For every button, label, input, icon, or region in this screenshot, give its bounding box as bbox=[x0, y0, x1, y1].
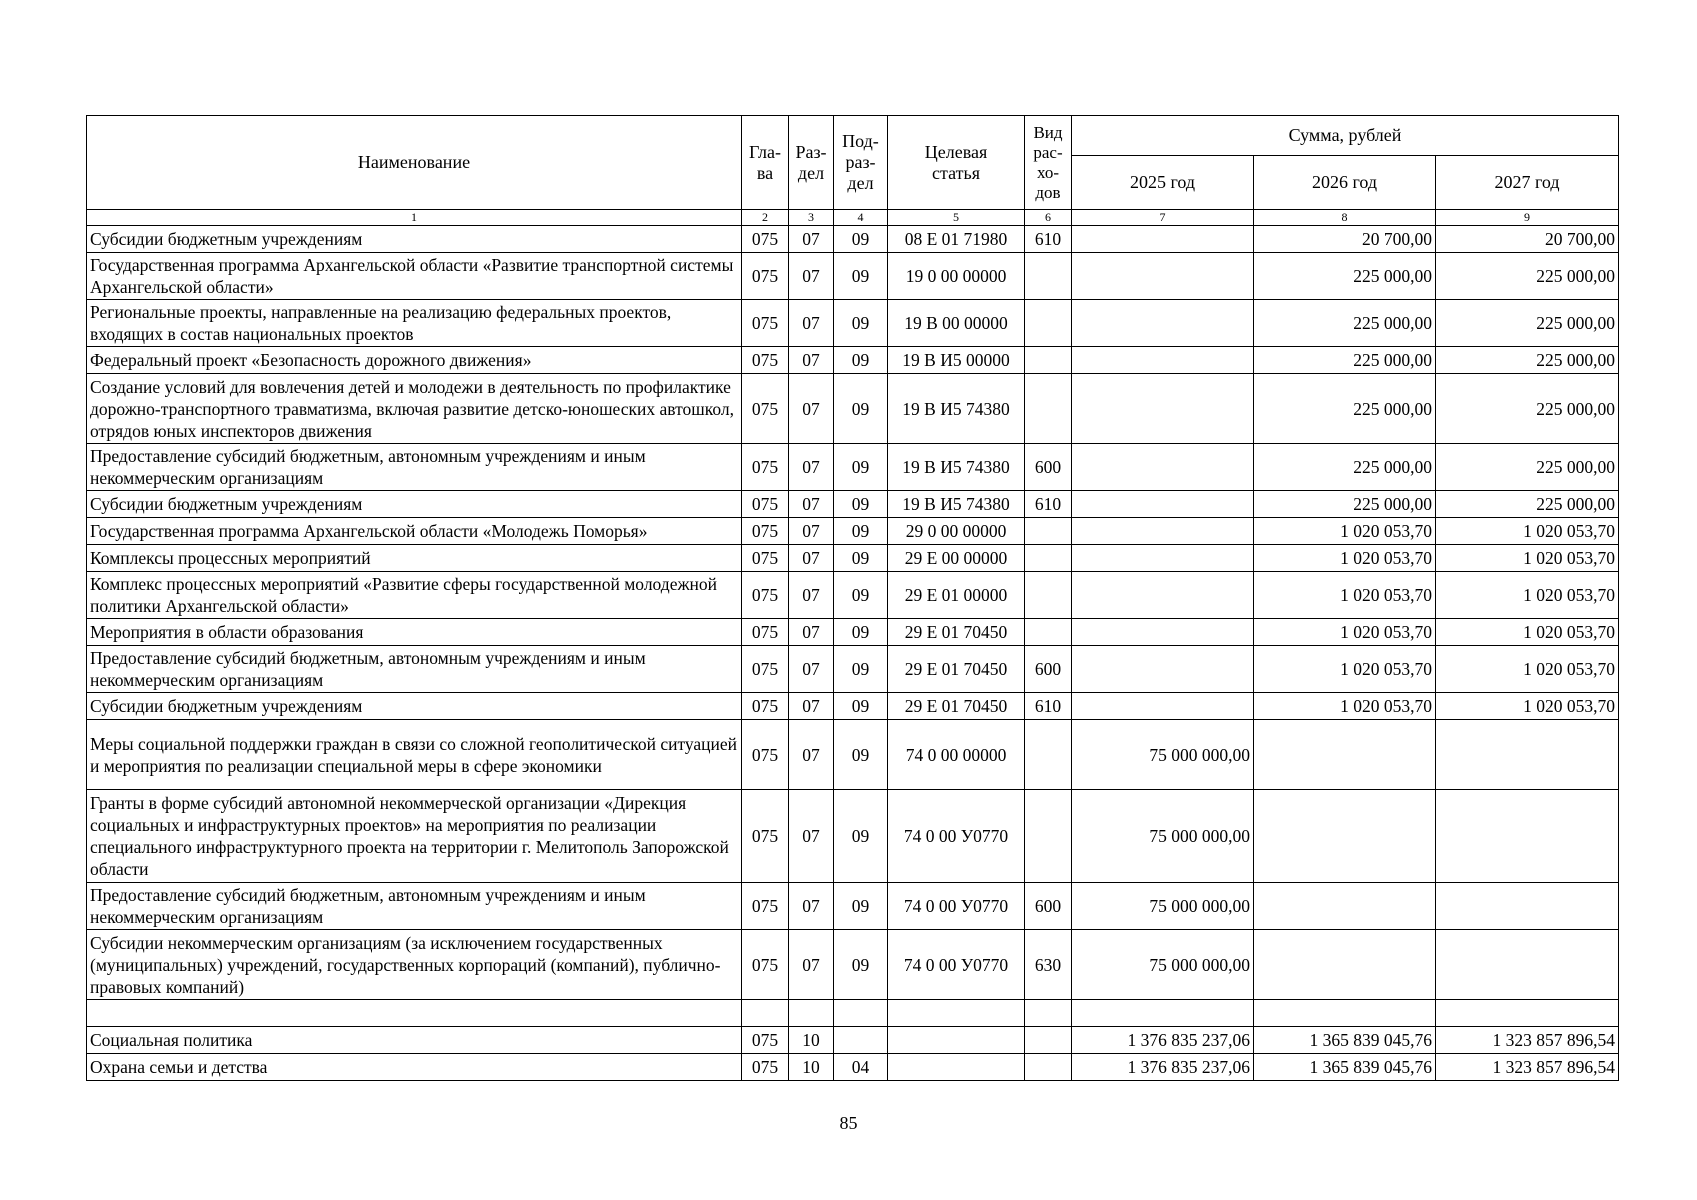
cell-sum-2025 bbox=[1072, 347, 1254, 374]
cell-vid: 600 bbox=[1025, 883, 1072, 930]
cell-celevaya bbox=[888, 1000, 1025, 1027]
cell-sum-2026 bbox=[1254, 720, 1436, 790]
cell-name: Комплекс процессных мероприятий «Развитие сферы государственной молодежной политики Архангельской области» bbox=[87, 572, 742, 619]
cell-razdel: 07 bbox=[789, 545, 834, 572]
cell-celevaya: 29 Е 01 70450 bbox=[888, 693, 1025, 720]
table-row bbox=[87, 491, 1619, 518]
cell-sum-2027: 1 020 053,70 bbox=[1436, 693, 1619, 720]
cell-celevaya: 19 В И5 74380 bbox=[888, 444, 1025, 491]
cell-sum-2025 bbox=[1072, 646, 1254, 693]
cell-vid bbox=[1025, 1054, 1072, 1081]
cell-sum-2027 bbox=[1436, 1000, 1619, 1027]
col-header-celevaya: Целевая статья bbox=[888, 116, 1025, 210]
cell-podrazdel: 09 bbox=[834, 226, 888, 253]
col-header-glava: Гла- ва bbox=[742, 116, 789, 210]
cell-name: Комплексы процессных мероприятий bbox=[87, 545, 742, 572]
cell-podrazdel: 09 bbox=[834, 300, 888, 347]
cell-razdel: 10 bbox=[789, 1054, 834, 1081]
cell-sum-2025 bbox=[1072, 619, 1254, 646]
cell-name: Государственная программа Архангельской области «Развитие транспортной системы Архангельской области» bbox=[87, 253, 742, 300]
cell-celevaya: 29 Е 00 00000 bbox=[888, 545, 1025, 572]
cell-razdel: 07 bbox=[789, 518, 834, 545]
cell-glava: 075 bbox=[742, 930, 789, 1000]
table-row bbox=[87, 572, 1619, 619]
cell-name: Субсидии некоммерческим организациям (за исключением государственных (муниципальных) учреждений, государственных корпораций (компаний), публично-правовых компаний) bbox=[87, 930, 742, 1000]
cell-celevaya: 29 0 00 00000 bbox=[888, 518, 1025, 545]
cell-sum-2025 bbox=[1072, 300, 1254, 347]
cell-sum-2027: 225 000,00 bbox=[1436, 444, 1619, 491]
cell-razdel: 07 bbox=[789, 300, 834, 347]
cell-razdel bbox=[789, 1000, 834, 1027]
cell-celevaya: 74 0 00 У0770 bbox=[888, 883, 1025, 930]
cell-razdel: 07 bbox=[789, 226, 834, 253]
cell-glava: 075 bbox=[742, 572, 789, 619]
table-row bbox=[87, 545, 1619, 572]
cell-sum-2027 bbox=[1436, 720, 1619, 790]
cell-name: Субсидии бюджетным учреждениям bbox=[87, 491, 742, 518]
cell-celevaya: 19 В И5 00000 bbox=[888, 347, 1025, 374]
column-index-cell: 9 bbox=[1436, 210, 1619, 226]
cell-glava: 075 bbox=[742, 347, 789, 374]
cell-sum-2026: 1 020 053,70 bbox=[1254, 693, 1436, 720]
cell-sum-2027: 20 700,00 bbox=[1436, 226, 1619, 253]
cell-celevaya: 08 Е 01 71980 bbox=[888, 226, 1025, 253]
cell-name: Государственная программа Архангельской области «Молодежь Поморья» bbox=[87, 518, 742, 545]
cell-vid bbox=[1025, 300, 1072, 347]
cell-sum-2026: 225 000,00 bbox=[1254, 444, 1436, 491]
cell-name: Гранты в форме субсидий автономной некоммерческой организации «Дирекция социальных и инфраструктурных проектов» на мероприятия по реализации специального инфраструктурного проекта на территории г. Мелитополь Запорожской области bbox=[87, 790, 742, 883]
cell-sum-2026: 1 020 053,70 bbox=[1254, 545, 1436, 572]
cell-celevaya: 29 Е 01 00000 bbox=[888, 572, 1025, 619]
column-index-cell: 2 bbox=[742, 210, 789, 226]
cell-podrazdel: 09 bbox=[834, 545, 888, 572]
cell-podrazdel: 09 bbox=[834, 619, 888, 646]
column-index-cell: 5 bbox=[888, 210, 1025, 226]
cell-sum-2026: 225 000,00 bbox=[1254, 491, 1436, 518]
cell-sum-2025 bbox=[1072, 374, 1254, 444]
cell-sum-2027: 1 323 857 896,54 bbox=[1436, 1027, 1619, 1054]
column-index-row bbox=[87, 210, 1619, 226]
cell-glava: 075 bbox=[742, 253, 789, 300]
cell-vid bbox=[1025, 720, 1072, 790]
cell-sum-2027 bbox=[1436, 883, 1619, 930]
cell-celevaya: 19 В 00 00000 bbox=[888, 300, 1025, 347]
cell-sum-2026: 225 000,00 bbox=[1254, 253, 1436, 300]
col-header-name: Наименование bbox=[87, 116, 742, 210]
table-row bbox=[87, 930, 1619, 1000]
cell-razdel: 07 bbox=[789, 374, 834, 444]
cell-name: Охрана семьи и детства bbox=[87, 1054, 742, 1081]
column-index-cell: 4 bbox=[834, 210, 888, 226]
cell-celevaya: 19 В И5 74380 bbox=[888, 374, 1025, 444]
cell-sum-2027: 1 020 053,70 bbox=[1436, 646, 1619, 693]
cell-vid bbox=[1025, 619, 1072, 646]
cell-sum-2026: 1 020 053,70 bbox=[1254, 619, 1436, 646]
cell-sum-2027: 1 020 053,70 bbox=[1436, 572, 1619, 619]
table-row bbox=[87, 1000, 1619, 1027]
cell-sum-2025 bbox=[1072, 226, 1254, 253]
table-row bbox=[87, 1027, 1619, 1054]
cell-name: Предоставление субсидий бюджетным, автономным учреждениям и иным некоммерческим организациям bbox=[87, 646, 742, 693]
cell-vid: 610 bbox=[1025, 693, 1072, 720]
cell-sum-2026: 1 020 053,70 bbox=[1254, 518, 1436, 545]
cell-podrazdel: 04 bbox=[834, 1054, 888, 1081]
cell-name: Субсидии бюджетным учреждениям bbox=[87, 226, 742, 253]
cell-name: Меры социальной поддержки граждан в связи со сложной геополитической ситуацией и мероприятия по реализации специальной меры в сфере экономики bbox=[87, 720, 742, 790]
cell-celevaya: 19 0 00 00000 bbox=[888, 253, 1025, 300]
cell-celevaya: 29 Е 01 70450 bbox=[888, 619, 1025, 646]
cell-sum-2026: 1 020 053,70 bbox=[1254, 572, 1436, 619]
cell-sum-2026 bbox=[1254, 883, 1436, 930]
cell-razdel: 07 bbox=[789, 253, 834, 300]
cell-vid bbox=[1025, 253, 1072, 300]
column-index-cell: 3 bbox=[789, 210, 834, 226]
cell-sum-2026: 225 000,00 bbox=[1254, 374, 1436, 444]
col-header-2026: 2026 год bbox=[1254, 156, 1436, 210]
table-row bbox=[87, 646, 1619, 693]
cell-vid: 610 bbox=[1025, 226, 1072, 253]
cell-sum-2027 bbox=[1436, 930, 1619, 1000]
table-row bbox=[87, 1054, 1619, 1081]
cell-glava: 075 bbox=[742, 883, 789, 930]
cell-sum-2025: 75 000 000,00 bbox=[1072, 720, 1254, 790]
cell-glava: 075 bbox=[742, 300, 789, 347]
cell-name bbox=[87, 1000, 742, 1027]
cell-podrazdel: 09 bbox=[834, 720, 888, 790]
table-row bbox=[87, 347, 1619, 374]
cell-sum-2025: 75 000 000,00 bbox=[1072, 930, 1254, 1000]
cell-sum-2027: 225 000,00 bbox=[1436, 347, 1619, 374]
cell-glava bbox=[742, 1000, 789, 1027]
cell-vid bbox=[1025, 572, 1072, 619]
column-index-cell: 7 bbox=[1072, 210, 1254, 226]
cell-podrazdel: 09 bbox=[834, 883, 888, 930]
cell-sum-2025: 75 000 000,00 bbox=[1072, 790, 1254, 883]
table-row bbox=[87, 253, 1619, 300]
cell-razdel: 07 bbox=[789, 347, 834, 374]
cell-sum-2025: 1 376 835 237,06 bbox=[1072, 1054, 1254, 1081]
column-index-cell: 6 bbox=[1025, 210, 1072, 226]
cell-celevaya: 74 0 00 У0770 bbox=[888, 790, 1025, 883]
cell-sum-2025 bbox=[1072, 518, 1254, 545]
cell-vid: 600 bbox=[1025, 444, 1072, 491]
cell-podrazdel: 09 bbox=[834, 790, 888, 883]
cell-vid bbox=[1025, 347, 1072, 374]
cell-vid bbox=[1025, 1000, 1072, 1027]
column-index-cell: 1 bbox=[87, 210, 742, 226]
cell-sum-2025 bbox=[1072, 444, 1254, 491]
cell-sum-2027: 1 323 857 896,54 bbox=[1436, 1054, 1619, 1081]
cell-glava: 075 bbox=[742, 491, 789, 518]
cell-sum-2026 bbox=[1254, 1000, 1436, 1027]
cell-glava: 075 bbox=[742, 374, 789, 444]
cell-sum-2027: 225 000,00 bbox=[1436, 300, 1619, 347]
budget-table bbox=[86, 115, 1619, 1081]
table-header bbox=[87, 116, 1619, 226]
cell-razdel: 07 bbox=[789, 883, 834, 930]
cell-sum-2026: 1 365 839 045,76 bbox=[1254, 1027, 1436, 1054]
cell-sum-2025 bbox=[1072, 253, 1254, 300]
table-row bbox=[87, 444, 1619, 491]
cell-vid: 610 bbox=[1025, 491, 1072, 518]
cell-name: Региональные проекты, направленные на реализацию федеральных проектов, входящих в состав национальных проектов bbox=[87, 300, 742, 347]
col-header-razdel: Раз- дел bbox=[789, 116, 834, 210]
cell-razdel: 07 bbox=[789, 444, 834, 491]
cell-podrazdel: 09 bbox=[834, 646, 888, 693]
cell-glava: 075 bbox=[742, 226, 789, 253]
cell-name: Предоставление субсидий бюджетным, автономным учреждениям и иным некоммерческим организациям bbox=[87, 883, 742, 930]
cell-razdel: 07 bbox=[789, 646, 834, 693]
cell-sum-2025 bbox=[1072, 1000, 1254, 1027]
cell-glava: 075 bbox=[742, 518, 789, 545]
table-row bbox=[87, 300, 1619, 347]
cell-razdel: 07 bbox=[789, 720, 834, 790]
cell-sum-2025 bbox=[1072, 491, 1254, 518]
cell-celevaya bbox=[888, 1027, 1025, 1054]
cell-podrazdel bbox=[834, 1000, 888, 1027]
cell-sum-2025 bbox=[1072, 545, 1254, 572]
cell-name: Мероприятия в области образования bbox=[87, 619, 742, 646]
cell-name: Федеральный проект «Безопасность дорожного движения» bbox=[87, 347, 742, 374]
cell-sum-2026: 20 700,00 bbox=[1254, 226, 1436, 253]
cell-vid: 630 bbox=[1025, 930, 1072, 1000]
budget-table-container bbox=[86, 115, 1618, 1081]
cell-glava: 075 bbox=[742, 720, 789, 790]
cell-vid bbox=[1025, 374, 1072, 444]
cell-podrazdel: 09 bbox=[834, 930, 888, 1000]
col-header-vid: Вид рас- хо- дов bbox=[1025, 116, 1072, 210]
cell-razdel: 07 bbox=[789, 619, 834, 646]
cell-sum-2025 bbox=[1072, 693, 1254, 720]
cell-vid bbox=[1025, 545, 1072, 572]
cell-podrazdel: 09 bbox=[834, 253, 888, 300]
cell-sum-2025: 75 000 000,00 bbox=[1072, 883, 1254, 930]
cell-razdel: 07 bbox=[789, 693, 834, 720]
cell-sum-2027: 225 000,00 bbox=[1436, 253, 1619, 300]
cell-glava: 075 bbox=[742, 444, 789, 491]
cell-sum-2026: 225 000,00 bbox=[1254, 347, 1436, 374]
cell-sum-2026: 1 020 053,70 bbox=[1254, 646, 1436, 693]
cell-celevaya bbox=[888, 1054, 1025, 1081]
cell-glava: 075 bbox=[742, 1027, 789, 1054]
cell-sum-2026: 1 365 839 045,76 bbox=[1254, 1054, 1436, 1081]
cell-vid bbox=[1025, 518, 1072, 545]
cell-sum-2027: 225 000,00 bbox=[1436, 491, 1619, 518]
cell-sum-2027: 1 020 053,70 bbox=[1436, 545, 1619, 572]
cell-razdel: 07 bbox=[789, 790, 834, 883]
page-number: 85 bbox=[839, 1113, 858, 1133]
cell-vid: 600 bbox=[1025, 646, 1072, 693]
table-row bbox=[87, 790, 1619, 883]
cell-celevaya: 74 0 00 00000 bbox=[888, 720, 1025, 790]
cell-glava: 075 bbox=[742, 619, 789, 646]
cell-razdel: 07 bbox=[789, 930, 834, 1000]
table-row bbox=[87, 693, 1619, 720]
cell-sum-2025 bbox=[1072, 572, 1254, 619]
cell-sum-2027: 1 020 053,70 bbox=[1436, 619, 1619, 646]
cell-sum-2027: 1 020 053,70 bbox=[1436, 518, 1619, 545]
table-row bbox=[87, 226, 1619, 253]
cell-razdel: 07 bbox=[789, 572, 834, 619]
cell-podrazdel: 09 bbox=[834, 693, 888, 720]
col-header-summa: Сумма, рублей bbox=[1072, 116, 1619, 156]
cell-celevaya: 19 В И5 74380 bbox=[888, 491, 1025, 518]
col-header-podrazdel: Под- раз- дел bbox=[834, 116, 888, 210]
cell-celevaya: 29 Е 01 70450 bbox=[888, 646, 1025, 693]
cell-glava: 075 bbox=[742, 646, 789, 693]
table-row bbox=[87, 720, 1619, 790]
col-header-2025: 2025 год bbox=[1072, 156, 1254, 210]
cell-name: Субсидии бюджетным учреждениям bbox=[87, 693, 742, 720]
cell-glava: 075 bbox=[742, 790, 789, 883]
table-row bbox=[87, 619, 1619, 646]
table-row bbox=[87, 883, 1619, 930]
cell-name: Создание условий для вовлечения детей и молодежи в деятельность по профилактике дорожно-транспортного травматизма, включая развитие детско-юношеских автошкол, отрядов юных инспекторов движения bbox=[87, 374, 742, 444]
col-header-2027: 2027 год bbox=[1436, 156, 1619, 210]
cell-podrazdel: 09 bbox=[834, 374, 888, 444]
cell-sum-2027 bbox=[1436, 790, 1619, 883]
cell-sum-2026 bbox=[1254, 930, 1436, 1000]
cell-sum-2026: 225 000,00 bbox=[1254, 300, 1436, 347]
cell-vid bbox=[1025, 790, 1072, 883]
cell-sum-2026 bbox=[1254, 790, 1436, 883]
cell-name: Социальная политика bbox=[87, 1027, 742, 1054]
cell-podrazdel: 09 bbox=[834, 491, 888, 518]
cell-sum-2027: 225 000,00 bbox=[1436, 374, 1619, 444]
cell-glava: 075 bbox=[742, 1054, 789, 1081]
cell-podrazdel bbox=[834, 1027, 888, 1054]
cell-glava: 075 bbox=[742, 545, 789, 572]
cell-sum-2025: 1 376 835 237,06 bbox=[1072, 1027, 1254, 1054]
cell-name: Предоставление субсидий бюджетным, автономным учреждениям и иным некоммерческим организациям bbox=[87, 444, 742, 491]
cell-razdel: 10 bbox=[789, 1027, 834, 1054]
table-row bbox=[87, 374, 1619, 444]
cell-razdel: 07 bbox=[789, 491, 834, 518]
cell-vid bbox=[1025, 1027, 1072, 1054]
cell-podrazdel: 09 bbox=[834, 518, 888, 545]
cell-podrazdel: 09 bbox=[834, 444, 888, 491]
cell-podrazdel: 09 bbox=[834, 572, 888, 619]
cell-celevaya: 74 0 00 У0770 bbox=[888, 930, 1025, 1000]
cell-glava: 075 bbox=[742, 693, 789, 720]
column-index-cell: 8 bbox=[1254, 210, 1436, 226]
table-body bbox=[87, 226, 1619, 1081]
table-row bbox=[87, 518, 1619, 545]
cell-podrazdel: 09 bbox=[834, 347, 888, 374]
